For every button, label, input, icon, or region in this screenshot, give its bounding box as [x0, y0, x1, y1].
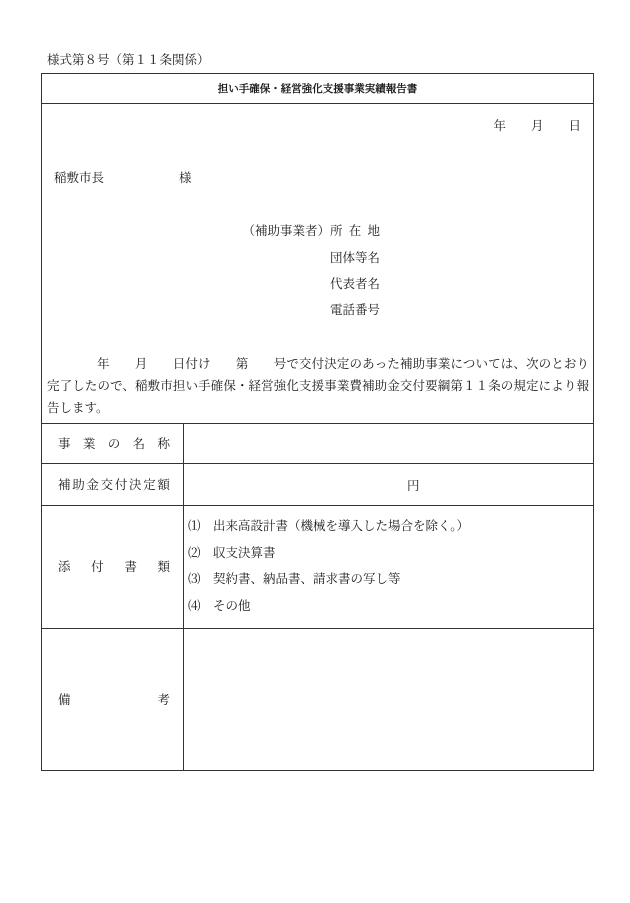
label-char: 表 — [342, 276, 356, 291]
label-char: の — [107, 435, 121, 451]
report-date: 年 月 日 — [493, 118, 581, 133]
report-statement: 年 月 日付け 第 号で交付決定のあった補助事業については、次のとおり完了したので、稲敷市担い手確保・経営強化支援事業費補助金交付要綱第１１条の規定により報告します。 — [47, 356, 589, 415]
label-char: 金 — [86, 476, 99, 492]
project-name-row — [42, 424, 593, 464]
addressee: 稲敷市長 様 — [54, 170, 192, 185]
label-char: 助 — [72, 476, 85, 492]
report-form-table — [41, 73, 594, 771]
label-char: 決 — [129, 476, 142, 492]
label-char: 地 — [367, 223, 380, 238]
label-char: 名 — [367, 276, 381, 291]
project-name-label — [58, 433, 170, 455]
organization-name-label — [330, 247, 380, 269]
label-char: 番 — [355, 302, 368, 317]
attachments-row — [42, 506, 593, 629]
label-char: 備 — [58, 691, 71, 707]
label-char: 定 — [143, 476, 156, 492]
label-char: 業 — [82, 435, 96, 451]
label-char: 添 — [58, 559, 71, 574]
label-char: 類 — [157, 559, 170, 574]
grant-amount-row — [42, 464, 593, 506]
label-char: 号 — [367, 302, 381, 317]
yen-unit: 円 — [407, 477, 420, 493]
representative-name-label — [330, 273, 380, 295]
project-name-value — [184, 424, 593, 463]
remarks-row — [42, 629, 593, 770]
label-char: 電 — [330, 302, 343, 317]
remarks-label-cell — [42, 629, 184, 770]
label-char: 額 — [157, 476, 170, 492]
list-item: ⑵ 収支決算書 — [188, 544, 276, 560]
attachments-list — [184, 506, 593, 628]
address-label — [330, 220, 380, 242]
phone-number-label — [330, 299, 380, 321]
label-char: 等 — [355, 250, 368, 265]
label-char: 在 — [348, 223, 362, 238]
list-item: ⑴ 出来高設計書（機械を導入した場合を除く。） — [188, 518, 470, 533]
label-char: 話 — [342, 302, 356, 317]
list-item: ⑷ その他 — [188, 597, 251, 613]
attachments-label-cell — [42, 506, 184, 628]
label-char: 団 — [330, 250, 343, 265]
label-char: 代 — [330, 276, 343, 291]
label-char: 事 — [58, 435, 71, 451]
grant-amount-value — [184, 464, 593, 505]
label-char: 名 — [367, 250, 381, 265]
grant-amount-label — [58, 474, 170, 496]
label-char: 付 — [91, 559, 104, 574]
grant-amount-label-cell — [42, 464, 184, 505]
label-char: 考 — [157, 691, 170, 707]
list-item: ⑶ 契約書、納品書、請求書の写し等 — [188, 571, 401, 587]
label-char: 付 — [114, 476, 128, 492]
remarks-value — [184, 629, 593, 770]
label-char: 交 — [100, 476, 114, 492]
form-title: 担い手確保・経営強化支援事業実績報告書 — [217, 82, 418, 95]
remarks-label — [58, 689, 170, 711]
report-body — [42, 104, 593, 424]
label-char: 書 — [124, 559, 137, 574]
project-name-label-cell — [42, 424, 184, 463]
attachments-label — [58, 556, 170, 578]
form-number: 様式第８号（第１１条関係） — [47, 52, 210, 67]
label-char: 者 — [355, 276, 368, 291]
applicant-label: （補助事業者） — [242, 223, 330, 238]
label-char: 体 — [342, 250, 356, 265]
title-row — [42, 74, 593, 104]
label-char: 称 — [157, 435, 170, 451]
label-char: 補 — [58, 476, 71, 492]
label-char: 所 — [330, 223, 343, 238]
label-char: 名 — [132, 435, 146, 451]
